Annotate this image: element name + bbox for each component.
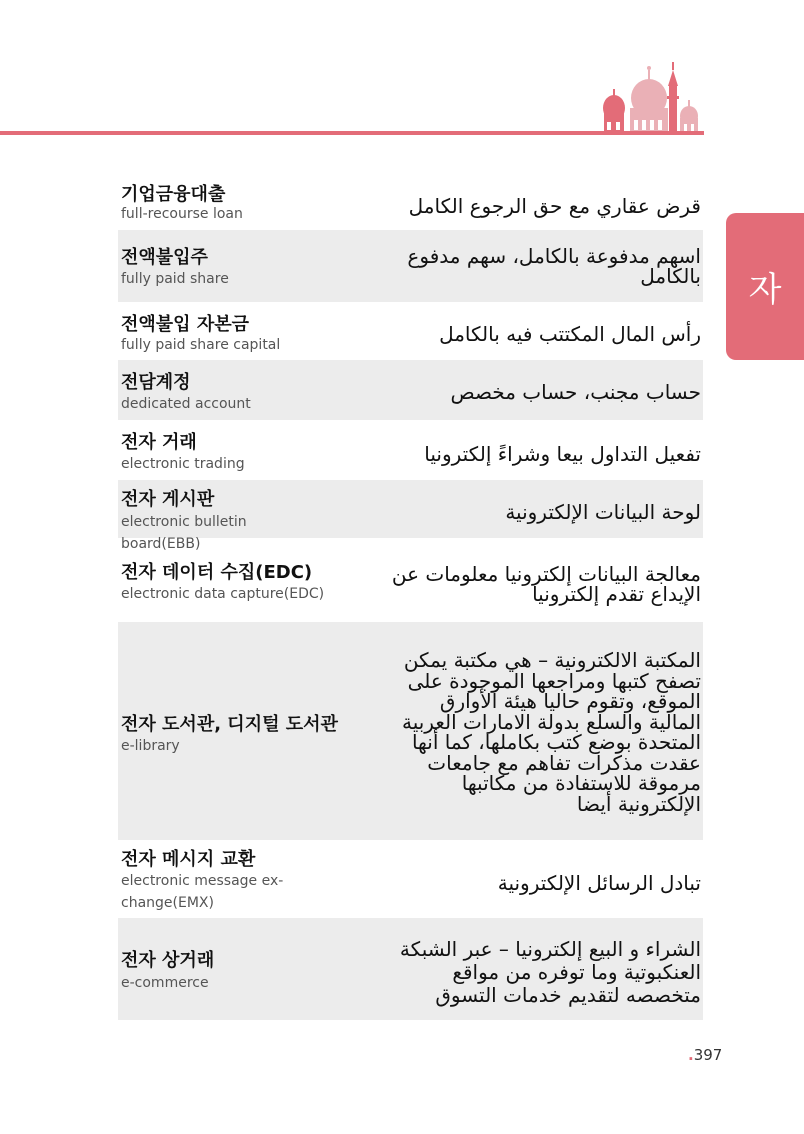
english-term: e-library	[121, 738, 180, 754]
arabic-term: حساب مجنب، حساب مخصص	[450, 380, 701, 404]
arabic-term: رأس المال المكتتب فيه بالكامل	[439, 322, 701, 346]
glossary-row	[118, 170, 703, 230]
glossary-row	[118, 538, 703, 622]
glossary-row	[118, 840, 703, 918]
korean-term: 전액불입주	[121, 247, 208, 268]
arabic-term: المكتبة الالكترونية – هي مكتبة يمكن تصفح كتبها ومراجعها الموجودة على الموقع، وتقوم حاليا هيئة الأوارق المالية والسلع بدولة الامارات العربية المتحدة بوضع كتب بكاملها، كما أنها عقدت مذكرات تفاهم مع جامعات مرموقة للاستفادة من مكاتبها الإلكترونية أيضا	[401, 648, 701, 816]
page-number-dot: .	[688, 1046, 694, 1064]
korean-term: 전담계정	[121, 372, 191, 393]
page-number-value: 397	[693, 1046, 723, 1064]
english-term: dedicated account	[121, 396, 251, 412]
english-term: electronic data capture(EDC)	[121, 586, 325, 602]
glossary-row	[118, 420, 703, 480]
korean-term: 전자 도서관, 디지털 도서관	[121, 714, 338, 735]
korean-term: 전자 게시판	[121, 489, 215, 510]
korean-term: 전자 메시지 교환	[121, 849, 256, 870]
glossary-row	[118, 230, 703, 302]
arabic-term: معالجة البيانات إلكترونيا معلومات عن الإيداع تقدم إلكترونيا	[391, 562, 701, 606]
english-term: electronic bulletin board(EBB)	[121, 514, 247, 552]
glossary-row	[118, 622, 703, 840]
arabic-term: قرض عقاري مع حق الرجوع الكامل	[408, 194, 701, 218]
page-number	[688, 1046, 722, 1064]
korean-term: 전자 거래	[121, 432, 197, 453]
arabic-term: الشراء و البيع إلكترونيا – عبر الشبكة العنكبوتية وما توفره من مواقع متخصصه لتقديم خدمات التسوق	[399, 937, 701, 1007]
korean-term: 전액불입 자본금	[121, 314, 249, 335]
arabic-term: تبادل الرسائل الإلكترونية	[497, 871, 701, 895]
korean-term: 기업금융대출	[121, 184, 226, 205]
korean-term: 전자 데이터 수집(EDC)	[121, 562, 313, 583]
glossary-row	[118, 360, 703, 420]
arabic-term: تفعيل التداول بيعا وشراءً إلكترونيا	[424, 442, 701, 466]
english-term: e-commerce	[121, 975, 209, 991]
english-term: electronic message ex-change(EMX)	[121, 873, 284, 911]
arabic-term: لوحة البيانات الإلكترونية	[505, 500, 701, 524]
english-term: electronic trading	[121, 456, 245, 472]
korean-term: 전자 상거래	[121, 950, 215, 971]
glossary-row	[118, 480, 703, 552]
english-term: fully paid share capital	[121, 337, 281, 353]
glossary-row	[118, 302, 703, 360]
header-rule	[0, 131, 704, 135]
mosque-illustration	[602, 60, 702, 134]
section-tab: 자	[726, 213, 804, 360]
english-term: full-recourse loan	[121, 206, 243, 222]
english-term: fully paid share	[121, 271, 229, 287]
glossary-row	[118, 918, 703, 1020]
arabic-term: اسهم مدفوعة بالكامل، سهم مدفوع بالكامل	[407, 244, 701, 288]
